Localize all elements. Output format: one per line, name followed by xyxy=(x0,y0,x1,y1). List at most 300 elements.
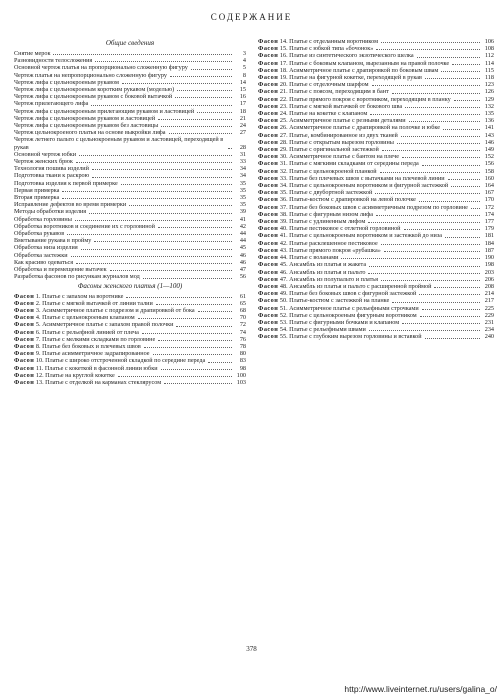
toc-entry-title: 25. Асимметричное платье с резными деталями xyxy=(279,117,406,125)
dot-leader xyxy=(376,215,480,216)
toc-entry[interactable] xyxy=(258,153,494,160)
toc-entry[interactable] xyxy=(14,180,246,187)
dot-leader xyxy=(81,249,232,250)
dot-leader xyxy=(402,323,480,324)
toc-entry-page: 152 xyxy=(484,153,494,161)
toc-entry-page: 240 xyxy=(484,333,494,341)
dot-leader xyxy=(95,61,232,62)
toc-entry-title: 8. Платье без боковых и плечевых швов xyxy=(35,342,141,350)
toc-entry[interactable] xyxy=(14,293,246,300)
toc-entry[interactable] xyxy=(258,232,494,239)
toc-entry-title: 43. Платье прямого покроя «рубашка» xyxy=(279,246,381,254)
dot-leader xyxy=(71,256,232,257)
toc-entry[interactable] xyxy=(14,365,246,372)
toc-entry-title: Чертеж лифа с цельнокроеным рукавом и ластовицей xyxy=(14,114,156,122)
fason-label: Фасон xyxy=(258,117,279,125)
toc-entry-title: 26. Асимметричное платье с драпировкой на полочке и юбке xyxy=(279,124,440,132)
fason-label: Фасон xyxy=(258,210,279,218)
fason-label: Фасон xyxy=(258,95,279,103)
toc-entry-title: 1. Платье с запахом на воротнике xyxy=(35,292,124,300)
fason-label: Фасон xyxy=(258,131,279,139)
dot-leader xyxy=(142,333,232,334)
toc-entry[interactable] xyxy=(258,110,494,117)
dot-leader xyxy=(381,280,480,281)
toc-entry[interactable] xyxy=(258,196,494,203)
toc-entry-title: Чертеж женских брюк xyxy=(14,158,73,166)
toc-entry-page: 231 xyxy=(484,318,494,326)
toc-entry-title: Обработка застежки xyxy=(14,251,68,259)
toc-entry[interactable] xyxy=(258,326,494,333)
toc-entry-page: 129 xyxy=(484,95,494,103)
fason-label: Фасон xyxy=(258,153,279,161)
toc-entry[interactable] xyxy=(14,100,246,107)
toc-entry[interactable] xyxy=(258,290,494,297)
page-title: СОДЕРЖАНИЕ xyxy=(210,12,293,22)
toc-entry-title: 39. Платье с удлиненным лифом xyxy=(279,218,366,226)
toc-entry-page: 214 xyxy=(484,290,494,298)
fason-label: Фасон xyxy=(14,321,35,329)
toc-entry-title: 40. Платье пестиковое с отлетной горловиной xyxy=(279,225,401,233)
fason-label: Фасон xyxy=(258,38,279,45)
toc-entry-title: Чертеж летнего пальто с цельнокроеным рукавом и ластовицей, переходящей в рукав xyxy=(14,136,224,151)
dot-leader xyxy=(451,186,480,187)
dot-leader xyxy=(369,330,480,331)
toc-entry-page: 44 xyxy=(239,230,246,238)
toc-entry-title: 17. Платье с боковым клапаном, вырезанным на правой полочке xyxy=(279,59,450,67)
toc-entry[interactable] xyxy=(14,72,246,79)
fason-label: Фасон xyxy=(14,314,35,322)
section-heading: Общие сведения xyxy=(105,39,155,47)
toc-entry-title: Чертеж лифа с цельнокроеным рукавом без ластовицы xyxy=(14,122,159,130)
toc-entry-title: 4. Платье с цельнокроеным клапаном xyxy=(35,314,135,322)
toc-entry-page: 34 xyxy=(239,165,246,173)
toc-entry-title: Обработка низа изделия xyxy=(14,244,78,252)
toc-entry-title: 31. Платье с мягкими складками от середины переда xyxy=(279,160,419,168)
toc-entry[interactable] xyxy=(14,115,246,122)
dot-leader xyxy=(89,213,232,214)
toc-entry-title: 11. Платье с кокеткой в фасонной линии юбки xyxy=(35,364,158,372)
toc-entry[interactable] xyxy=(258,146,494,153)
toc-entry[interactable] xyxy=(14,194,246,201)
fason-label: Фасон xyxy=(258,203,279,211)
toc-entry-title: Чертеж платья на непропорционально сложенную фигуру xyxy=(14,71,167,79)
fason-label: Фасон xyxy=(258,160,279,168)
dot-leader xyxy=(91,105,232,106)
toc-entry-page: 164 xyxy=(484,182,494,190)
toc-entry[interactable] xyxy=(14,151,246,158)
toc-entry[interactable] xyxy=(14,321,246,328)
fason-label: Фасон xyxy=(258,74,279,82)
dot-leader xyxy=(177,90,232,91)
toc-entry-page: 28 xyxy=(239,143,246,151)
dot-leader xyxy=(448,179,480,180)
dot-leader xyxy=(402,157,480,158)
dot-leader xyxy=(425,78,480,79)
dot-leader xyxy=(380,172,480,173)
toc-entry-title: Чертеж лифа с цельнокроеным рукавом с боковой вытачкой xyxy=(14,93,173,101)
toc-entry[interactable] xyxy=(14,187,246,194)
toc-entry-title: 6. Платье с рельефной линией от плеча xyxy=(35,328,139,336)
toc-entry-title: 13. Платье с отделкой на карманах стеклярусом xyxy=(35,378,162,386)
toc-entry[interactable] xyxy=(14,314,246,321)
toc-entry[interactable] xyxy=(14,343,246,350)
toc-entry[interactable] xyxy=(258,254,494,261)
toc-entry-title: 34. Платье с цельнокроеным воротником и фигурной застежкой xyxy=(279,182,449,190)
fason-label: Фасон xyxy=(258,333,279,341)
toc-entry-page: 174 xyxy=(484,210,494,218)
toc-entry-page: 83 xyxy=(239,357,246,365)
dot-leader xyxy=(404,229,481,230)
fason-label: Фасон xyxy=(258,146,279,154)
fason-label: Фасон xyxy=(258,246,279,254)
toc-entry[interactable] xyxy=(14,372,246,379)
toc-entry-page: 187 xyxy=(484,246,494,254)
toc-entry[interactable] xyxy=(258,240,494,247)
toc-entry-title: Чертеж лифа с цельнокроеным рукавом xyxy=(14,78,119,86)
dot-leader xyxy=(419,201,480,202)
toc-entry-page: 61 xyxy=(239,292,246,300)
fason-label: Фасон xyxy=(14,299,35,307)
fason-label: Фасон xyxy=(258,88,279,96)
toc-entry-title: 35. Платье с двубортной застежкой xyxy=(279,189,373,197)
dot-leader xyxy=(392,93,480,94)
toc-entry-title: 18. Асимметричное платье с драпировкой по боковым швам xyxy=(279,66,439,74)
toc-entry-title: Подготовка изделия к первой примерке xyxy=(14,179,118,187)
dot-leader xyxy=(110,270,232,271)
toc-entry-title: 55. Платье с глубоким вырезом горловины и вставкой xyxy=(279,333,422,341)
dot-leader xyxy=(409,121,480,122)
toc-entry-page: 41 xyxy=(239,215,246,223)
fason-label: Фасон xyxy=(258,311,279,319)
toc-entry[interactable] xyxy=(14,357,246,364)
toc-entry-title: 7. Платье с мелкими складками по горловине xyxy=(35,335,156,343)
dot-leader xyxy=(417,57,480,58)
toc-entry[interactable] xyxy=(258,96,494,103)
dot-leader xyxy=(197,112,232,113)
toc-entry[interactable] xyxy=(258,211,494,218)
fason-label: Фасон xyxy=(258,290,279,298)
toc-entry-page: 179 xyxy=(484,225,494,233)
toc-entry-page: 177 xyxy=(484,218,494,226)
toc-entry[interactable] xyxy=(14,122,246,129)
toc-entry-page: 35 xyxy=(239,179,246,187)
toc-entry-page: 208 xyxy=(484,282,494,290)
toc-entry-title: 12. Платье на круглой кокетке xyxy=(35,371,115,379)
toc-entry-page: 181 xyxy=(484,232,494,240)
toc-entry-title: 9. Платье асимметричное задрапированное xyxy=(35,350,150,358)
dot-leader xyxy=(401,136,480,137)
dot-leader xyxy=(176,326,232,327)
fason-label: Фасон xyxy=(14,371,35,379)
toc-entry-title: 47. Ансамбль из полупальто и платья xyxy=(279,275,378,283)
toc-entry[interactable] xyxy=(258,124,494,131)
toc-entry-title: Обработка и перемещение вытачек xyxy=(14,266,107,274)
toc-entry[interactable] xyxy=(14,216,246,223)
toc-entry-page: 217 xyxy=(484,297,494,305)
toc-entry[interactable] xyxy=(14,57,246,64)
toc-entry-title: Снятие мерок xyxy=(14,50,51,57)
dot-leader xyxy=(341,258,480,259)
toc-entry[interactable] xyxy=(258,60,494,67)
toc-entry[interactable] xyxy=(258,182,494,189)
dot-leader xyxy=(170,76,232,77)
toc-entry[interactable] xyxy=(14,237,246,244)
dot-leader xyxy=(75,220,232,221)
dot-leader xyxy=(443,129,480,130)
toc-entry-page: 190 xyxy=(484,254,494,262)
dot-leader xyxy=(228,148,232,149)
toc-entry-title: 10. Платье с широко отстроченной складкой по середине переда xyxy=(35,357,206,365)
toc-entry-page: 167 xyxy=(484,189,494,197)
toc-entry-page: 8 xyxy=(242,71,246,79)
toc-entry[interactable] xyxy=(258,319,494,326)
fason-label: Фасон xyxy=(14,378,35,386)
toc-entry[interactable] xyxy=(258,38,494,45)
dot-leader xyxy=(79,155,232,156)
dot-leader xyxy=(445,237,480,238)
toc-entry[interactable] xyxy=(258,225,494,232)
toc-entry-page: 34 xyxy=(239,172,246,180)
toc-entry[interactable] xyxy=(258,261,494,268)
toc-entry-page: 4 xyxy=(242,57,246,65)
dot-leader xyxy=(397,143,480,144)
toc-entry[interactable] xyxy=(14,158,246,165)
toc-entry[interactable] xyxy=(258,269,494,276)
dot-leader xyxy=(158,340,232,341)
dot-leader xyxy=(419,294,480,295)
section-heading: Фасоны женского платья (1—100) xyxy=(77,281,183,290)
toc-entry[interactable] xyxy=(258,297,494,304)
fason-label: Фасон xyxy=(258,225,279,233)
toc-entry-page: 184 xyxy=(484,239,494,247)
toc-entry[interactable] xyxy=(14,329,246,336)
toc-entry[interactable] xyxy=(258,247,494,254)
toc-entry[interactable] xyxy=(14,350,246,357)
fason-label: Фасон xyxy=(258,304,279,312)
toc-entry-title: Подготовка ткани к раскрою xyxy=(14,172,90,180)
toc-entry-page: 70 xyxy=(239,314,246,322)
dot-leader xyxy=(122,83,232,84)
toc-entry[interactable] xyxy=(14,129,246,136)
dot-leader xyxy=(62,198,232,199)
fason-label: Фасон xyxy=(14,364,35,372)
toc-entry-title: Чертеж цельнокроеного платья на основе выкройки лифа xyxy=(14,129,166,137)
toc-entry[interactable] xyxy=(14,336,246,343)
toc-entry[interactable] xyxy=(258,67,494,74)
toc-entry[interactable] xyxy=(14,79,246,86)
fason-label: Фасон xyxy=(14,342,35,350)
toc-entry[interactable] xyxy=(14,230,246,237)
toc-entry[interactable] xyxy=(258,204,494,211)
dot-leader xyxy=(129,205,232,206)
toc-entry[interactable] xyxy=(14,307,246,314)
toc-entry-title: Первая примерка xyxy=(14,186,60,194)
toc-entry[interactable] xyxy=(14,300,246,307)
toc-entry[interactable] xyxy=(258,88,494,95)
watermark-url[interactable]: http://www.liveinternet.ru/users/galina_o/ xyxy=(344,684,497,694)
fason-label: Фасон xyxy=(258,189,279,197)
toc-entry[interactable] xyxy=(258,103,494,110)
toc-entry[interactable] xyxy=(14,136,246,150)
toc-entry-page: 80 xyxy=(239,350,246,358)
dot-leader xyxy=(405,107,480,108)
fason-label: Фасон xyxy=(258,138,279,146)
toc-entry-page: 24 xyxy=(239,122,246,130)
fason-label: Фасон xyxy=(258,182,279,190)
toc-entry-title: 27. Платье, комбинированное из двух тканей xyxy=(279,131,398,139)
toc-entry-page: 158 xyxy=(484,167,494,175)
toc-entry[interactable] xyxy=(258,189,494,196)
toc-entry-page: 16 xyxy=(239,93,246,101)
fason-label: Фасон xyxy=(258,326,279,334)
toc-entry-page: 76 xyxy=(239,335,246,343)
dot-leader xyxy=(372,85,480,86)
toc-entry[interactable] xyxy=(258,132,494,139)
dot-leader xyxy=(369,266,480,267)
toc-entry[interactable] xyxy=(258,139,494,146)
fason-label: Фасон xyxy=(258,196,279,204)
toc-entry-page: 3 xyxy=(242,50,246,57)
toc-entry-title: 54. Платье с рельефными швами xyxy=(279,326,366,334)
toc-entry-title: 29. Платье с оригинальной застежкой xyxy=(279,146,379,154)
toc-entry-title: Основной чертеж платья на пропорционально сложенную фигуру xyxy=(14,64,188,72)
toc-entry[interactable] xyxy=(258,283,494,290)
toc-entry-page: 229 xyxy=(484,311,494,319)
toc-entry[interactable] xyxy=(258,312,494,319)
dot-leader xyxy=(144,347,232,348)
toc-entry-page: 72 xyxy=(239,321,246,329)
toc-entry[interactable] xyxy=(14,93,246,100)
toc-entry[interactable] xyxy=(14,108,246,115)
toc-entry-page: 45 xyxy=(239,244,246,252)
toc-entry[interactable] xyxy=(14,208,246,215)
toc-entry[interactable] xyxy=(258,168,494,175)
toc-entry-title: 45. Ансамбль из платья и жакета xyxy=(279,261,367,269)
dot-leader xyxy=(62,191,232,192)
toc-entry-page: 21 xyxy=(239,114,246,122)
toc-entry-title: 15. Платье с юбкой типа «бочонок» xyxy=(279,45,374,53)
fason-label: Фасон xyxy=(258,102,279,110)
toc-entry-title: 44. Платье с воланами xyxy=(279,254,339,262)
toc-entry-page: 78 xyxy=(239,342,246,350)
toc-entry[interactable] xyxy=(258,160,494,167)
toc-entry-title: 41. Платье с цельнокроеным воротником и застежкой до низа xyxy=(279,232,443,240)
dot-leader xyxy=(370,114,480,115)
toc-entry[interactable] xyxy=(258,74,494,81)
toc-entry-page: 149 xyxy=(484,146,494,154)
toc-entry-title: Исправление дефектов во время примерки xyxy=(14,201,127,209)
toc-entry-title: 46. Ансамбль из платья и пальто xyxy=(279,268,366,276)
toc-entry-title: 3. Асимметричное платье с подрезом и драпировкой от бока xyxy=(35,306,195,314)
dot-leader xyxy=(382,150,480,151)
dot-leader xyxy=(384,251,480,252)
toc-entry-title: 48. Ансамбль из платья и пальто с расширенной проймой xyxy=(279,282,432,290)
toc-entry[interactable] xyxy=(14,165,246,172)
dot-leader xyxy=(169,133,232,134)
toc-entry[interactable] xyxy=(258,81,494,88)
toc-entry-title: Обработка рукавов xyxy=(14,230,65,238)
toc-entry[interactable] xyxy=(14,223,246,230)
toc-entry[interactable] xyxy=(14,273,246,280)
fason-label: Фасон xyxy=(258,81,279,89)
toc-entry[interactable] xyxy=(258,52,494,59)
toc-entry-page: 17 xyxy=(239,100,246,108)
fason-label: Фасон xyxy=(258,282,279,290)
toc-entry-title: 53. Платье с фигурными бочками и клапаном xyxy=(279,318,400,326)
toc-entry[interactable] xyxy=(258,117,494,124)
toc-entry-page: 15 xyxy=(239,86,246,94)
dot-leader xyxy=(92,177,232,178)
toc-entry[interactable] xyxy=(14,252,246,259)
toc-entry[interactable] xyxy=(258,175,494,182)
toc-entry[interactable] xyxy=(14,201,246,208)
toc-entry[interactable] xyxy=(14,64,246,71)
toc-entry-page: 56 xyxy=(239,273,246,281)
toc-entry[interactable] xyxy=(14,86,246,93)
toc-entry[interactable] xyxy=(14,244,246,251)
fason-label: Фасон xyxy=(258,124,279,132)
toc-entry[interactable] xyxy=(14,259,246,266)
toc-entry-page: 18 xyxy=(239,107,246,115)
toc-entry-page: 33 xyxy=(239,158,246,166)
toc-entry-title: Чертеж прилегающего лифа xyxy=(14,100,89,108)
dot-leader xyxy=(392,302,480,303)
fason-label: Фасон xyxy=(14,292,35,300)
toc-entry[interactable] xyxy=(14,266,246,273)
toc-entry[interactable] xyxy=(258,45,494,52)
toc-entry-page: 198 xyxy=(484,261,494,269)
toc-entry-page: 44 xyxy=(239,237,246,245)
toc-entry[interactable] xyxy=(14,172,246,179)
dot-leader xyxy=(381,42,480,43)
toc-entry[interactable] xyxy=(14,50,246,57)
toc-entry-title: Обработка горловины xyxy=(14,215,72,223)
toc-entry-page: 103 xyxy=(236,378,246,386)
toc-entry[interactable] xyxy=(258,218,494,225)
toc-entry-title: 36. Платье-костюм с драпировкой на левой полочке xyxy=(279,196,416,204)
toc-entry-title: 51. Асимметричное платье с рельефными строчками xyxy=(279,304,419,312)
toc-entry-page: 112 xyxy=(484,52,494,60)
toc-entry-page: 108 xyxy=(484,45,494,53)
fason-label: Фасон xyxy=(258,268,279,276)
dot-leader xyxy=(158,119,232,120)
toc-entry-page: 65 xyxy=(239,299,246,307)
dot-leader xyxy=(375,193,480,194)
toc-entry[interactable] xyxy=(258,333,494,340)
toc-entry-title: Технология пошива изделий xyxy=(14,165,89,173)
dot-leader xyxy=(161,126,232,127)
toc-entry-title: 50. Платье-костюм с застежкой на планке xyxy=(279,297,390,305)
toc-entry-page: 126 xyxy=(484,88,494,96)
dot-leader xyxy=(376,49,480,50)
dot-leader xyxy=(126,297,232,298)
toc-entry-page: 5 xyxy=(242,64,246,72)
toc-entry-page: 47 xyxy=(239,266,246,274)
dot-leader xyxy=(454,100,480,101)
dot-leader xyxy=(198,311,232,312)
toc-entry[interactable] xyxy=(258,305,494,312)
toc-entry[interactable] xyxy=(258,276,494,283)
toc-entry-page: 46 xyxy=(239,258,246,266)
toc-entry-title: 21. Платье с поясом, переходящим в бант xyxy=(279,88,389,96)
dot-leader xyxy=(67,234,232,235)
dot-leader xyxy=(138,318,232,319)
toc-entry[interactable] xyxy=(14,379,246,386)
dot-leader xyxy=(94,241,232,242)
toc-entry-title: 16. Платье из синтетического экзотического шелка xyxy=(279,52,414,60)
toc-entry-title: 28. Платье с открытым вырезом горловины xyxy=(279,138,394,146)
dot-leader xyxy=(208,362,232,363)
